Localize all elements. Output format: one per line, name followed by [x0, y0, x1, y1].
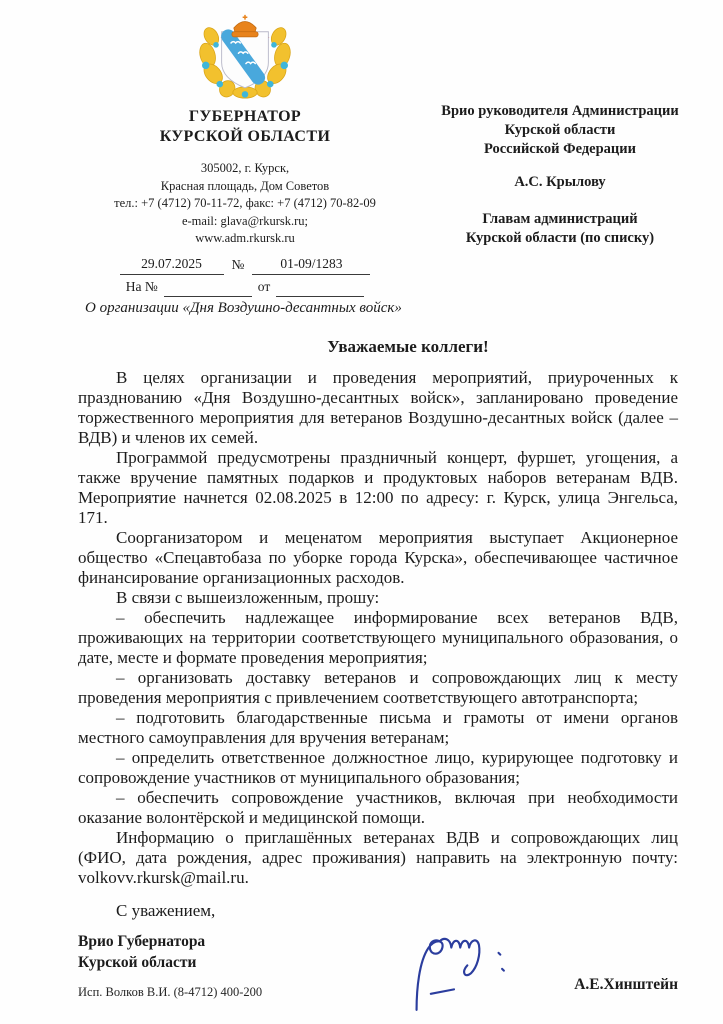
body-list-item: – организовать доставку ветеранов и сопровождающих лиц к месту проведения мероприятия с привлечением соответствующего автотранспорта;: [78, 668, 678, 707]
addressee-copy-line: Курской области (по списку): [465, 230, 655, 246]
signatory-name: А.Е.Хинштейн: [574, 976, 678, 993]
signatory-title: [78, 931, 350, 973]
website-line: www.adm.rkursk.ru: [195, 231, 295, 245]
body-list-item: – определить ответственное должностное лицо, курирующее подготовку и сопровождение участников от муниципального образования;: [78, 748, 678, 787]
signatory-title-line: Курской области: [78, 954, 197, 971]
subject-line: О организации «Дня Воздушно-десантных войск»: [85, 300, 402, 316]
letterhead: [80, 14, 410, 297]
address-line: 305002, г. Курск,: [200, 161, 290, 175]
address-line: тел.: +7 (4712) 70-11-72, факс: +7 (4712) 70-82-09: [114, 196, 376, 210]
body-list-item: – обеспечить сопровождение участников, включая при необходимости оказание волонтёрской и медицинской помощи.: [78, 788, 678, 827]
addressee-name: А.С. Крылову: [514, 174, 606, 190]
body-paragraph: В связи с вышеизложенным, прошу:: [116, 588, 380, 607]
addressee-copy-line: Главам администраций: [482, 211, 638, 227]
reply-date-blank: [276, 282, 364, 297]
addressee-position-line: Курской области: [504, 122, 616, 138]
addressee-block: [410, 102, 710, 248]
addressee-copy: [410, 210, 710, 248]
letter-body: [78, 337, 678, 1017]
handwritten-signature: [398, 919, 526, 1017]
reply-number-blank: [164, 282, 252, 297]
addressee-position-line: Врио руководителя Администрации: [441, 103, 679, 119]
body-paragraph: Соорганизатором и меценатом мероприятия выступает Акционерное общество «Спецавтобаза по уборке города Курска», обеспечивающее частичное финансирование организационных расходов.: [78, 528, 678, 587]
closing-phrase: С уважением,: [116, 901, 216, 920]
body-list-item: – подготовить благодарственные письма и грамоты от имени органов местного самоуправления для вручения ветеранам;: [78, 708, 678, 747]
email-line: e-mail: glava@rkursk.ru;: [181, 213, 309, 228]
addressee-position-line: Российской Федерации: [483, 141, 636, 157]
body-paragraph: Программой предусмотрены праздничный концерт, фуршет, угощения, а также вручение памятных подарков и продуктовых наборов ветеранам ВДВ. Мероприятие начнется 02.08.2025 в 12:00 по адресу: г. Курск, улица Энгельса, 171.: [78, 448, 678, 527]
signature-block: [78, 931, 678, 1017]
signatory-title-line: Врио Губернатора: [78, 933, 206, 950]
org-address-block: [80, 160, 410, 248]
reply-to-label: На №: [125, 278, 158, 294]
from-label: от: [257, 278, 271, 294]
executor-line: Исп. Волков В.И. (8-4712) 400-200: [78, 985, 263, 999]
address-line: Красная площадь, Дом Советов: [160, 178, 330, 193]
number-sign: №: [231, 256, 245, 272]
org-title-line: ГУБЕРНАТОР: [188, 108, 302, 125]
letter-date: 29.07.2025: [120, 254, 224, 275]
body-list-item: – обеспечить надлежащее информирование всех ветеранов ВДВ, проживающих на территории соответствующего муниципального образования, о дате, месте и формате проведения мероприятия;: [78, 608, 678, 667]
body-paragraph: Информацию о приглашённых ветеранах ВДВ и сопровождающих лиц (ФИО, дата рождения, адрес проживания) направить на электронную почту: volkovv.rkursk@mail.ru.: [78, 828, 678, 887]
coat-of-arms-icon: [192, 14, 298, 100]
body-paragraph: В целях организации и проведения мероприятий, приуроченных к празднованию «Дня Воздушно-десантных войск», запланировано проведение торжественного мероприятия для ветеранов Воздушно-десантных войск (далее – ВДВ) и членов их семей.: [78, 368, 678, 447]
reference-block: [80, 254, 410, 297]
org-title: [80, 107, 410, 147]
salutation: Уважаемые коллеги!: [327, 337, 489, 356]
letter-number: 01-09/1283: [252, 254, 370, 275]
org-title-line: КУРСКОЙ ОБЛАСТИ: [159, 128, 331, 145]
